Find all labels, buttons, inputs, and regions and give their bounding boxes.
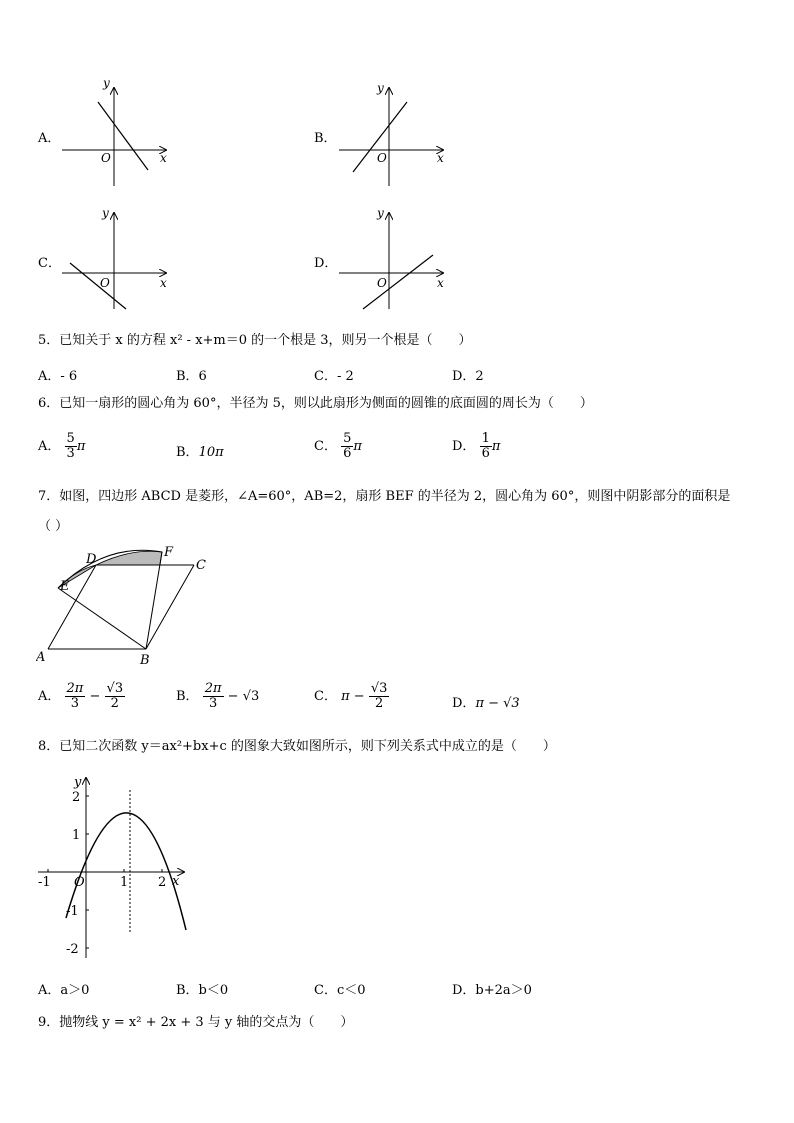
origin-label: O — [377, 276, 387, 290]
q5-option-d: D．2 — [452, 369, 484, 384]
q8-option-b: B．b＜0 — [176, 983, 229, 998]
shaded-region-top — [96, 551, 162, 565]
origin-label: O — [377, 151, 387, 165]
option-b-label: B． — [314, 131, 337, 146]
option-letter: A． — [38, 439, 61, 454]
fraction: $\frac{2\pi}{3}$ — [204, 681, 222, 711]
x-axis-label: x — [160, 151, 167, 165]
y-axis-label: y — [103, 80, 110, 90]
point-f-label: F — [164, 545, 174, 560]
q7-stem-line1: 7．如图，四边形 ABCD 是菱形，∠A=60°，AB=2，扇形 BEF 的半径为 2，圆心角为 60°，则图中阴影部分的面积是 — [38, 489, 731, 504]
q5-stem: 5．已知关于 x 的方程 x² - x+m＝0 的一个根是 3，则另一个根是（ ） — [38, 333, 472, 348]
x-axis-label: x — [160, 276, 167, 290]
x-tick-label: 2 — [158, 875, 167, 890]
point-d-label: D — [86, 552, 97, 567]
q6-option-d: D． $\frac{1}{6}$ π — [452, 431, 501, 461]
point-e-label: E — [60, 579, 70, 594]
origin-label: O — [101, 151, 111, 165]
x-axis-label: x — [437, 276, 444, 290]
q8-option-a: A．a＞0 — [38, 983, 90, 998]
q7-rhombus-figure — [36, 540, 216, 670]
fraction: $\frac{√3}{2}$ — [106, 681, 124, 711]
y-tick-label: 2 — [72, 790, 81, 805]
x-axis-label: x — [172, 874, 180, 889]
option-letter: D． — [452, 696, 476, 711]
q8-option-c: C．c＜0 — [314, 983, 366, 998]
option-letter: A． — [38, 689, 61, 704]
q6-option-a: A． $\frac{5}{3}$ π — [38, 431, 86, 461]
q7-option-c: C． π − $\frac{√3}{2}$ — [314, 681, 388, 711]
option-letter: D． — [452, 439, 476, 454]
x-tick-label: 1 — [120, 875, 129, 890]
q7-stem-line2: （ ） — [38, 519, 69, 534]
x-axis-label: x — [437, 151, 444, 165]
parabola-curve — [66, 813, 186, 930]
fraction: $\frac{2\pi}{3}$ — [66, 681, 84, 711]
q8-parabola-graph — [34, 772, 194, 962]
option-d-label: D． — [314, 256, 338, 271]
q8-stem: 8．已知二次函数 y＝ax²+bx+c 的图象大致如图所示，则下列关系式中成立的是（ ） — [38, 739, 556, 754]
option-b-graph — [335, 80, 450, 192]
option-a-graph — [58, 80, 173, 192]
q6-option-b: B．10π — [176, 445, 224, 460]
y-tick-label: -1 — [66, 904, 79, 919]
point-c-label: C — [196, 558, 206, 573]
q7-option-b: B． $\frac{2\pi}{3}$ − √3 — [176, 681, 260, 711]
option-letter: B． — [176, 689, 199, 704]
fraction: $\frac{√3}{2}$ — [370, 681, 388, 711]
y-axis-label: y — [377, 206, 384, 220]
q5-option-a: A．- 6 — [38, 369, 78, 384]
y-tick-label: -2 — [66, 942, 79, 957]
q6-stem: 6．已知一扇形的圆心角为 60°，半径为 5，则以此扇形为侧面的圆锥的底面圆的周长为（ ） — [38, 396, 593, 411]
option-letter: C． — [314, 689, 337, 704]
q5-option-b: B．6 — [176, 369, 207, 384]
y-axis-label: y — [74, 775, 82, 790]
x-tick-label: -1 — [38, 875, 51, 890]
fraction: $\frac{5}{6}$ — [343, 431, 352, 461]
option-d-graph — [335, 205, 450, 317]
q9-stem: 9．抛物线 y = x² + 2x + 3 与 y 轴的交点为（ ） — [38, 1015, 354, 1030]
option-a-label: A． — [38, 131, 61, 146]
q6-option-c: C． $\frac{5}{6}$ π — [314, 431, 362, 461]
fraction: $\frac{1}{6}$ — [481, 431, 490, 461]
option-letter: B． — [176, 445, 199, 460]
q7-option-a: A． $\frac{2\pi}{3}$ − $\frac{√3}{2}$ — [38, 681, 124, 711]
option-c-graph — [58, 205, 173, 317]
q5-option-c: C．- 2 — [314, 369, 354, 384]
y-tick-label: 1 — [72, 828, 81, 843]
origin-label: O — [100, 276, 110, 290]
y-axis-label: y — [377, 81, 384, 95]
q8-option-d: D．b+2a＞0 — [452, 983, 532, 998]
option-c-label: C． — [38, 256, 61, 271]
y-axis-label: y — [102, 206, 109, 220]
q7-option-d: D．π − √3 — [452, 696, 520, 711]
fraction: $\frac{5}{3}$ — [66, 431, 75, 461]
origin-label: O — [74, 875, 85, 890]
option-letter: C． — [314, 439, 337, 454]
point-a-label: A — [36, 650, 46, 665]
point-b-label: B — [140, 653, 150, 668]
